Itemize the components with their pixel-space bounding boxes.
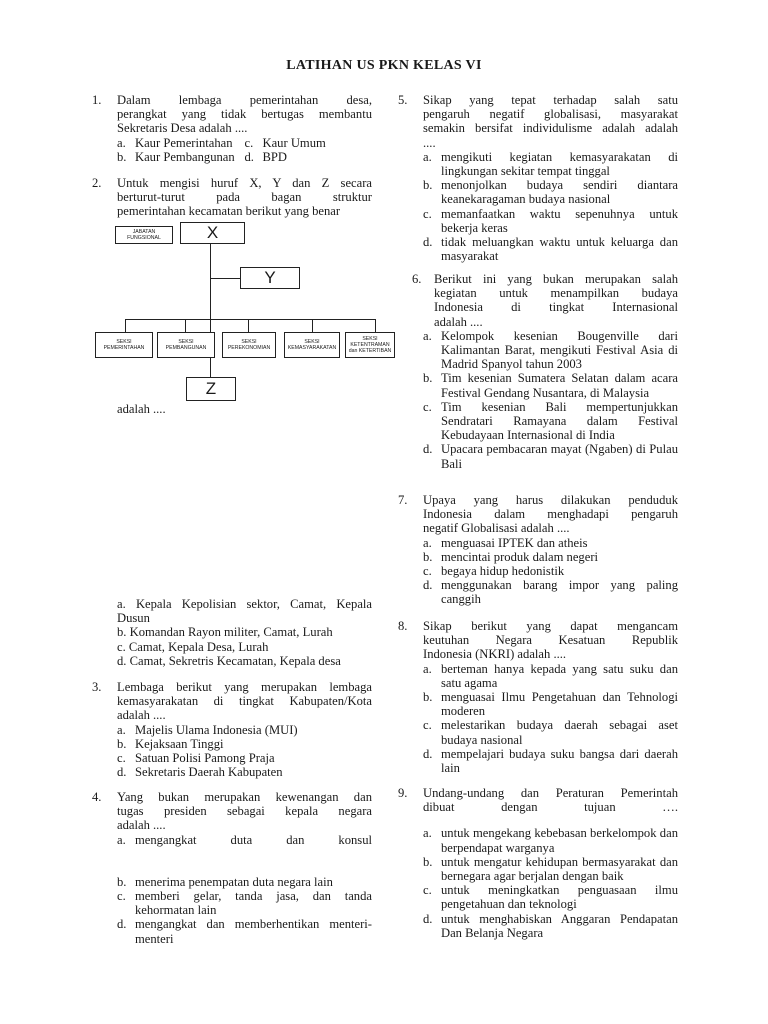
- box-y: Y: [240, 267, 300, 289]
- question-3: [92, 680, 372, 779]
- option-a[interactable]: a. Kaur Pemerintahan: [117, 135, 233, 150]
- question-5: [398, 93, 678, 263]
- seksi-pemerintahan-box: SEKSI PEMERINTAHAN: [95, 332, 153, 358]
- question-8: [398, 619, 678, 775]
- organization-chart: [95, 222, 395, 404]
- seksi-kemasyarakatan-box: SEKSI KEMASYARAKATAN: [284, 332, 340, 358]
- option-d[interactable]: d. menggunakan barang impor yang paling canggih: [423, 578, 678, 607]
- option-c[interactable]: c. melestarikan budaya daerah sebagai aset budaya nasional: [423, 718, 678, 747]
- question-stem: Dalam lembaga pemerintahan desa, perangkat yang tidak bertugas membantu Sekretaris Desa adalah ....: [117, 93, 372, 136]
- seksi-pembangunan-box: SEKSI PEMBANGUNAN: [157, 332, 215, 358]
- question-number: 8.: [398, 619, 408, 633]
- option-b[interactable]: b. menerima penempatan duta negara lain: [117, 874, 333, 889]
- option-a[interactable]: a. Kelompok kesenian Bougenville dari Kalimantan Barat, mengikuti Festival Asia di Madrid Spanyol tahun 2003: [423, 328, 678, 372]
- question-stem: Berikut ini yang bukan merupakan salah kegiatan untuk menampilkan budaya Indonesia di tingkat Internasional adalah ....: [434, 272, 678, 329]
- question-4: [92, 790, 372, 946]
- question-stem: Sikap yang tepat terhadap salah satu pengaruh negatif globalisasi, masyarakat semakin bersifat individulisme adalah adalah ....: [423, 93, 678, 150]
- options: [423, 329, 678, 471]
- question-stem: Untuk mengisi huruf X, Y dan Z secara berturut-turut pada bagan struktur pemerintahan kecamatan berikut yang benar: [117, 176, 372, 219]
- question-number: 1.: [92, 93, 102, 107]
- option-c[interactable]: c. Tim kesenian Bali mempertunjukkan Sendratari Ramayana dalam Festival Kebudayaan Internasional di India: [423, 399, 678, 443]
- question-7: [398, 493, 678, 607]
- box-x: X: [180, 222, 245, 244]
- question-1: [92, 93, 372, 164]
- options: [117, 136, 372, 164]
- option-d[interactable]: d. tidak meluangkan waktu untuk keluarga dan masyarakat: [423, 235, 678, 264]
- box-z: Z: [186, 377, 236, 401]
- question-2-options: [117, 597, 372, 668]
- option-c[interactable]: c. Satuan Polisi Pamong Praja: [117, 751, 275, 766]
- question-number: 6.: [412, 272, 422, 286]
- question-number: 4.: [92, 790, 102, 804]
- question-9: [398, 786, 678, 940]
- option-a[interactable]: a. mengikuti kegiatan kemasyarakatan di lingkungan sekitar tempat tinggal: [423, 149, 678, 179]
- option-a[interactable]: a. mengangkat duta dan konsul: [117, 832, 372, 847]
- option-b[interactable]: b. Tim kesenian Sumatera Selatan dalam acara Festival Gendang Nusantara, di Malaysia: [423, 371, 678, 400]
- option-c[interactable]: c. memanfaatkan waktu sepenuhnya untuk bekerja keras: [423, 206, 678, 235]
- option-d[interactable]: d. mempelajari budaya suku bangsa dari daerah lain: [423, 746, 678, 776]
- option-c[interactable]: c. Camat, Kepala Desa, Lurah: [117, 639, 269, 654]
- option-c[interactable]: c. untuk meningkatkan penguasaan ilmu pengetahuan dan teknologi: [423, 883, 678, 912]
- question-number: 3.: [92, 680, 102, 694]
- question-number: 9.: [398, 786, 408, 800]
- option-b[interactable]: b. mencintai produk dalam negeri: [423, 549, 599, 564]
- option-b[interactable]: b. Kaur Pembangunan: [117, 149, 235, 164]
- options: [423, 662, 678, 776]
- option-a[interactable]: a. menguasai IPTEK dan atheis: [423, 535, 588, 550]
- options: [423, 150, 678, 264]
- option-d[interactable]: d. Sekretaris Daerah Kabupaten: [117, 765, 283, 780]
- question-2: [92, 176, 372, 219]
- question-6: [412, 272, 678, 471]
- option-b[interactable]: b. Komandan Rayon militer, Camat, Lurah: [117, 625, 333, 640]
- option-b[interactable]: b. untuk mengatur kehidupan bermasyarakat dan bernegara agar berjalan dengan baik: [423, 854, 678, 884]
- option-d[interactable]: d. untuk menghabiskan Anggaran Pendapatan Dan Belanja Negara: [423, 911, 678, 940]
- question-stem: Upaya yang harus dilakukan penduduk Indonesia dalam menghadapi pengaruh negatif Globalisasi adalah ....: [423, 493, 678, 536]
- seksi-ketentraman-box: SEKSI KETENTRAMAN dan KETERTIBAN: [345, 332, 395, 358]
- option-c[interactable]: c. Kaur Umum: [244, 135, 326, 150]
- option-d[interactable]: d. Upacara pembacaran mayat (Ngaben) di Pulau Bali: [423, 442, 678, 471]
- option-d[interactable]: d. BPD: [244, 149, 287, 164]
- option-a[interactable]: a. Majelis Ulama Indonesia (MUI): [117, 722, 298, 737]
- question-number: 5.: [398, 93, 408, 107]
- option-a[interactable]: a. berteman hanya kepada yang satu suku dan satu agama: [423, 661, 678, 690]
- question-stem: Lembaga berikut yang merupakan lembaga kemasyarakatan di tingkat Kabupaten/Kota adalah ....: [117, 680, 372, 723]
- option-b[interactable]: b. Kejaksaan Tinggi: [117, 736, 224, 751]
- option-c[interactable]: c. begaya hidup hedonistik: [423, 564, 565, 579]
- option-d[interactable]: d. Camat, Sekretris Kecamatan, Kepala desa: [117, 653, 341, 668]
- option-c[interactable]: c. memberi gelar, tanda jasa, dan tanda kehormatan lain: [117, 889, 372, 918]
- question-stem: Undang-undang dan Peraturan Pemerintah dibuat dengan tujuan ….: [423, 786, 678, 815]
- question-number: 7.: [398, 493, 408, 507]
- question-2-tail: adalah ....: [117, 402, 166, 416]
- option-d[interactable]: d. mengangkat dan memberhentikan menteri-menteri: [117, 917, 372, 946]
- seksi-perekonomian-box: SEKSI PEREKONOMIAN: [222, 332, 276, 358]
- option-a[interactable]: a. untuk mengekang kebebasan berkelompok dan berpendapat warganya: [423, 826, 678, 855]
- options: [423, 826, 678, 940]
- option-b[interactable]: b. menguasai Ilmu Pengetahuan dan Tehnologi moderen: [423, 690, 678, 719]
- question-stem: Sikap berikut yang dapat mengancam keutuhan Negara Kesatuan Republik Indonesia (NKRI) adalah ....: [423, 619, 678, 662]
- jabatan-fungsional-box: JABATAN FUNGSIONAL: [115, 226, 173, 244]
- options: [117, 723, 372, 780]
- option-a[interactable]: a. Kepala Kepolisian sektor, Camat, Kepala Dusun: [117, 597, 372, 626]
- page-title: LATIHAN US PKN KELAS VI: [286, 58, 482, 73]
- option-b[interactable]: b. menonjolkan budaya sendiri diantara keanekaragaman budaya nasional: [423, 178, 678, 207]
- question-stem: Yang bukan merupakan kewenangan dan tugas presiden sebagai kepala negara adalah ....: [117, 790, 372, 833]
- options: [117, 833, 372, 946]
- options: [423, 536, 678, 607]
- question-number: 2.: [92, 176, 102, 190]
